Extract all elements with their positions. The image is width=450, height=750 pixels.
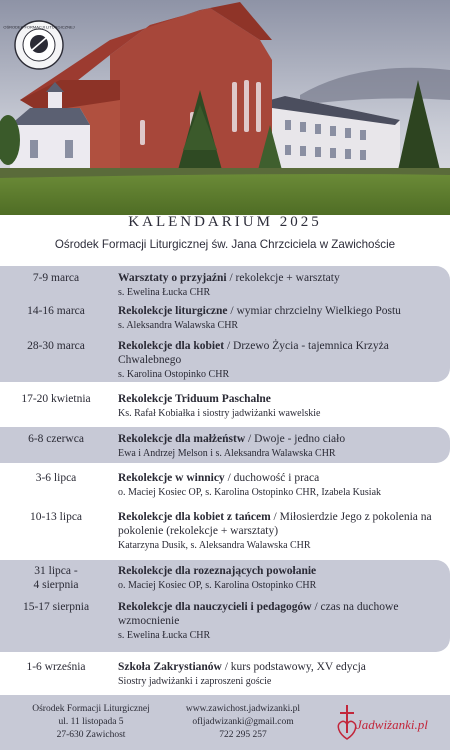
event-leaders: s. Karolina Ostopinko CHR xyxy=(118,369,230,380)
event-row xyxy=(0,427,450,463)
church-illustration xyxy=(0,0,450,215)
event-desc: / kurs podstawowy, XV edycja xyxy=(221,661,366,673)
event-title: Rekolekcje dla kobiet z tańcem xyxy=(118,511,271,523)
event-leaders: o. Maciej Kosiec OP, s. Karolina Ostopinko CHR, Izabela Kusiak xyxy=(118,487,382,498)
ofl-logo-icon xyxy=(3,20,75,70)
event-text xyxy=(118,564,440,592)
event-text xyxy=(118,510,440,552)
event-title: Rekolekcje dla rozeznających powołanie xyxy=(118,565,317,577)
event-leaders: Ewa i Andrzej Melson i s. Aleksandra Walawska CHR xyxy=(118,448,336,459)
event-desc: / Miłosierdzie Jego z pokolenia na pokolenie (rekolekcje + warsztaty) xyxy=(118,511,432,537)
event-desc: / rekolekcje + warsztaty xyxy=(226,272,340,284)
logo-text: OŚRODEK FORMACJI LITURGICZNEJ xyxy=(3,24,75,30)
cross-heart-icon xyxy=(336,703,358,743)
event-text xyxy=(118,304,440,332)
footer-address xyxy=(12,703,170,742)
event-leaders: Ks. Rafał Kobiałka i siostry jadwiżanki wawelskie xyxy=(118,408,321,419)
website-link[interactable]: www.zawichost.jadwizanki.pl xyxy=(185,704,301,714)
event-desc: / duchowość i praca xyxy=(224,472,320,484)
jadwizanki-logo[interactable] xyxy=(336,701,446,745)
event-leaders: o. Maciej Kosiec OP, s. Karolina Ostopinko CHR xyxy=(118,580,317,591)
header-photo xyxy=(0,0,450,215)
event-leaders: s. Ewelina Łucka CHR xyxy=(118,630,211,641)
event-desc: / Drzewo Życia - tajemnica Krzyża Chwalebnego xyxy=(118,340,389,366)
event-desc: / czas na duchowe wzmocnienie xyxy=(118,601,399,627)
page-subtitle: Ośrodek Formacji Liturgicznej św. Jana Chrzciciela w Zawichoście xyxy=(54,238,396,251)
brand-name: Jadwiżanki.pl xyxy=(356,717,428,732)
event-text xyxy=(118,339,440,381)
email-link[interactable]: ofljadwizanki@gmail.com xyxy=(192,717,294,727)
event-leaders: Katarzyna Dusik, s. Aleksandra Walawska CHR xyxy=(118,540,311,551)
event-date: 17-20 kwietnia xyxy=(21,393,91,405)
event-desc: / Dwoje - jedno ciało xyxy=(245,433,346,445)
event-text xyxy=(118,600,440,642)
event-row xyxy=(0,266,450,382)
event-row xyxy=(0,466,450,502)
event-date: 31 lipca - 4 sierpnia xyxy=(33,565,79,591)
page-title: KALENDARIUM 2025 xyxy=(128,214,322,230)
event-title: Rekolekcje Triduum Paschalne xyxy=(118,393,271,405)
event-title: Rekolekcje dla małżeństw xyxy=(118,433,246,445)
event-row xyxy=(0,386,450,422)
event-row xyxy=(0,506,450,556)
event-text xyxy=(118,471,440,499)
event-row xyxy=(0,656,450,692)
event-title: Rekolekcje dla kobiet xyxy=(118,340,225,352)
event-title: Warsztaty o przyjaźni xyxy=(118,272,227,284)
event-title: Szkoła Zakrystianów xyxy=(118,661,222,673)
event-date: 28-30 marca xyxy=(27,340,85,352)
event-title: Rekolekcje w winnicy xyxy=(118,472,225,484)
event-text xyxy=(118,392,440,420)
address-line: Ośrodek Formacji Liturgicznej xyxy=(32,704,150,714)
event-text xyxy=(118,660,440,688)
footer-contact xyxy=(168,703,318,742)
address-line: ul. 11 listopada 5 xyxy=(58,717,124,727)
event-desc: / wymiar chrzcielny Wielkiego Postu xyxy=(227,305,401,317)
event-leaders: s. Ewelina Łucka CHR xyxy=(118,287,211,298)
footer xyxy=(0,695,450,750)
phone-number: 722 295 257 xyxy=(219,730,267,740)
event-date: 10-13 lipca xyxy=(29,511,83,523)
event-date: 3-6 lipca xyxy=(35,472,77,484)
event-date: 6-8 czerwca xyxy=(28,433,84,445)
event-title: Rekolekcje dla nauczycieli i pedagogów xyxy=(118,601,312,613)
event-leaders: Siostry jadwiżanki i zaproszeni goście xyxy=(118,676,272,687)
event-date: 15-17 sierpnia xyxy=(22,601,90,613)
event-date: 7-9 marca xyxy=(32,272,80,284)
event-text xyxy=(118,432,440,460)
event-row xyxy=(0,560,450,652)
event-date: 14-16 marca xyxy=(27,305,85,317)
event-text xyxy=(118,271,440,299)
event-date: 1-6 września xyxy=(26,661,86,673)
event-leaders: s. Aleksandra Walawska CHR xyxy=(118,320,239,331)
address-line: 27-630 Zawichost xyxy=(56,730,126,740)
event-title: Rekolekcje liturgiczne xyxy=(118,305,228,317)
